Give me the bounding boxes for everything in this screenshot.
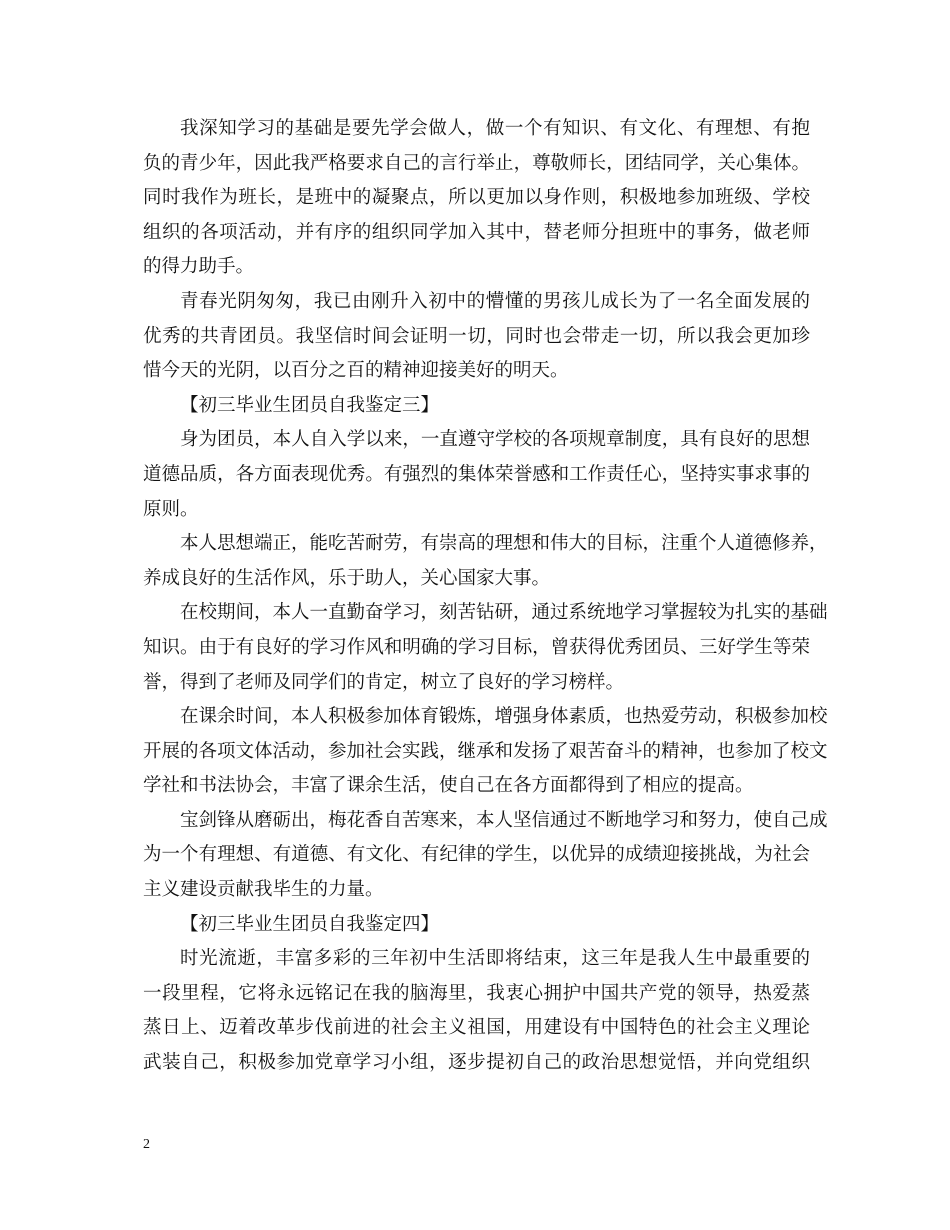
document-body <box>143 112 828 1081</box>
text-line: 一段里程，它将永远铭记在我的脑海里，我衷心拥护中国共产党的领导，热爱蒸 <box>143 982 810 1004</box>
text-line: 主义建设贡献我毕生的力量。 <box>143 879 384 901</box>
text-line: 【初三毕业生团员自我鉴定三】 <box>180 394 440 416</box>
text-line: 负的青少年，因此我严格要求自己的言行举止，尊敬师长，团结同学，关心集体。 <box>143 152 810 174</box>
text-line: 在课余时间，本人积极参加体育锻炼，增强身体素质，也热爱劳动，积极参加校 <box>180 706 828 728</box>
text-line: 组织的各项活动，并有序的组织同学加入其中，替老师分担班中的事务，做老师 <box>143 221 810 243</box>
text-line: 【初三毕业生团员自我鉴定四】 <box>180 913 440 935</box>
page-number: 2 <box>143 1137 150 1152</box>
text-line: 道德品质，各方面表现优秀。有强烈的集体荣誉感和工作责任心，坚持实事求事的 <box>143 463 810 485</box>
text-line: 本人思想端正，能吃苦耐劳，有崇高的理想和伟大的目标，注重个人道德修养， <box>180 533 828 555</box>
text-line: 蒸日上、迈着改革步伐前进的社会主义祖国，用建设有中国特色的社会主义理论 <box>143 1017 810 1039</box>
text-line: 我深知学习的基础是要先学会做人，做一个有知识、有文化、有理想、有抱 <box>180 118 810 139</box>
text-line: 优秀的共青团员。我坚信时间会证明一切，同时也会带走一切，所以我会更加珍 <box>143 325 810 347</box>
text-line: 青春光阴匆匆，我已由刚升入初中的懵懂的男孩儿成长为了一名全面发展的 <box>180 290 810 312</box>
text-line: 身为团员，本人自入学以来，一直遵守学校的各项规章制度，具有良好的思想 <box>180 429 810 451</box>
text-line: 时光流逝，丰富多彩的三年初中生活即将结束，这三年是我人生中最重要的 <box>180 948 810 970</box>
text-line: 学社和书法协会，丰富了课余生活，使自己在各方面都得到了相应的提高。 <box>143 775 754 797</box>
text-line: 原则。 <box>143 498 199 520</box>
text-line: 开展的各项文体活动，参加社会实践，继承和发扬了艰苦奋斗的精神，也参加了校文 <box>143 740 828 762</box>
text-line: 誉，得到了老师及同学们的肯定，树立了良好的学习榜样。 <box>143 671 625 693</box>
text-line: 武装自己，积极参加党章学习小组，逐步提初自己的政治思想觉悟，并向党组织 <box>143 1052 810 1074</box>
text-line: 宝剑锋从磨砺出，梅花香自苦寒来，本人坚信通过不断地学习和努力，使自己成 <box>180 809 828 831</box>
text-line: 知识。由于有良好的学习作风和明确的学习目标，曾获得优秀团员、三好学生等荣 <box>143 636 810 658</box>
text-line: 惜今天的光阴，以百分之百的精神迎接美好的明天。 <box>143 360 569 382</box>
text-line: 在校期间，本人一直勤奋学习，刻苦钻研，通过系统地学习掌握较为扎实的基础 <box>180 602 828 624</box>
text-line: 同时我作为班长，是班中的凝聚点，所以更加以身作则，积极地参加班级、学校 <box>143 187 810 209</box>
text-line: 为一个有理想、有道德、有文化、有纪律的学生，以优异的成绩迎接挑战，为社会 <box>143 844 810 866</box>
text-line: 养成良好的生活作风，乐于助人，关心国家大事。 <box>143 567 551 589</box>
text-line: 的得力助手。 <box>143 256 255 278</box>
